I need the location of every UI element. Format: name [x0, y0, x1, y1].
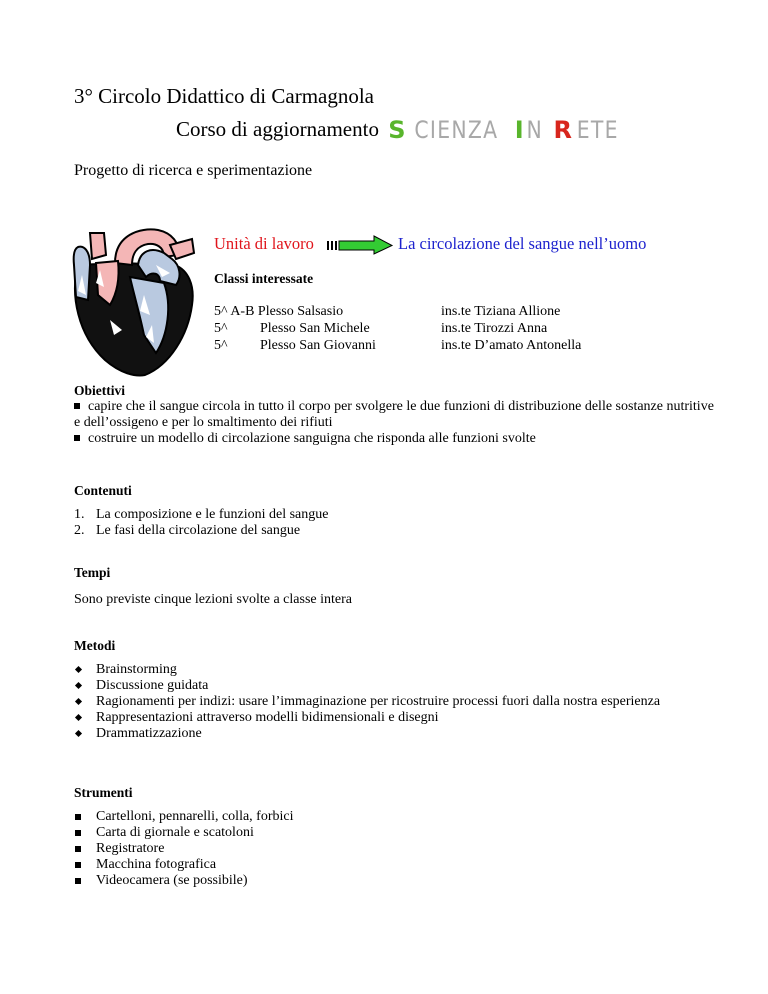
contenuti-heading: Contenuti: [74, 483, 132, 498]
strumenti-heading: Strumenti: [74, 785, 133, 800]
logo-word-cienza: CIENZA: [413, 116, 498, 144]
item-text: Discussione guidata: [96, 678, 209, 693]
teachers-list: [441, 303, 581, 354]
contenuto-item: [74, 523, 328, 539]
obiettivi-heading: Obiettivi: [74, 383, 125, 398]
logo-word-ete: ETE: [576, 116, 619, 144]
obiettivi-section: [74, 383, 714, 447]
class-code: 5^: [214, 321, 228, 336]
metodo-item: [74, 694, 714, 710]
class-code: 5^: [214, 304, 228, 319]
logo-letter-i: I: [514, 116, 525, 144]
item-text: La composizione e le funzioni del sangue: [96, 507, 329, 522]
green-arrow-icon: [326, 235, 394, 255]
strumento-item: [74, 857, 293, 873]
item-number: 1.: [74, 507, 85, 522]
square-bullet-icon: [75, 878, 81, 884]
metodi-list: [74, 662, 714, 742]
obiettivo-text: capire che il sangue circola in tutto il corpo per svolgere le due funzioni di distribuzione delle sostanze nutritive e dell’ossigeno e per lo smaltimento dei rifiuti: [74, 399, 714, 430]
strumento-item: [74, 825, 293, 841]
subtitle-text: Corso di aggiornamento: [176, 117, 379, 141]
strumento-item: [74, 873, 293, 889]
diamond-bullet-icon: [75, 682, 82, 689]
metodo-item: [74, 678, 714, 694]
square-bullet-icon: [74, 403, 80, 409]
scienza-in-rete-logo: [388, 116, 622, 144]
class-code: 5^: [214, 338, 228, 353]
class-plesso: Plesso San Giovanni: [260, 338, 376, 353]
item-text: Cartelloni, pennarelli, colla, forbici: [96, 809, 294, 824]
classes-list: [214, 303, 376, 354]
square-bullet-icon: [75, 830, 81, 836]
diamond-bullet-icon: [75, 714, 82, 721]
diamond-bullet-icon: [75, 666, 82, 673]
logo-letter-n: N: [526, 116, 543, 144]
metodo-item: [74, 710, 714, 726]
item-number: 2.: [74, 523, 85, 538]
metodi-heading: Metodi: [74, 638, 116, 653]
item-text: Macchina fotografica: [96, 857, 217, 872]
item-text: Registratore: [96, 841, 165, 856]
square-bullet-icon: [75, 862, 81, 868]
obiettivo-text: costruire un modello di circolazione sanguigna che risponda alle funzioni svolte: [88, 431, 536, 446]
contenuto-item: [74, 507, 328, 523]
teacher-name: ins.te Tiziana Allione: [441, 304, 561, 319]
metodo-item: [74, 662, 714, 678]
classes-heading: Classi interessate: [214, 271, 314, 286]
item-text: Rappresentazioni attraverso modelli bidimensionali e disegni: [96, 710, 439, 725]
class-row: [214, 337, 376, 354]
unit-label: Unità di lavoro: [214, 234, 314, 253]
item-text: Drammatizzazione: [96, 726, 202, 741]
diamond-bullet-icon: [75, 698, 82, 705]
strumento-item: [74, 809, 293, 825]
item-text: Videocamera (se possibile): [96, 873, 248, 888]
item-text: Le fasi della circolazione del sangue: [96, 523, 301, 538]
project-subtitle: Progetto di ricerca e sperimentazione: [74, 162, 313, 179]
tempi-text: Sono previste cinque lezioni svolte a classe intera: [74, 592, 352, 607]
square-bullet-icon: [75, 846, 81, 852]
square-bullet-icon: [74, 435, 80, 441]
strumento-item: [74, 841, 293, 857]
obiettivo-item: [74, 431, 714, 447]
logo-letter-s: S: [388, 116, 407, 144]
diamond-bullet-icon: [75, 730, 82, 737]
class-row: [214, 320, 376, 337]
heart-diagram-icon: [60, 225, 205, 380]
item-text: Ragionamenti per indizi: usare l’immaginazione per ricostruire processi fuori dalla nostra esperienza: [96, 694, 661, 709]
contenuti-list: [74, 507, 328, 539]
tempi-heading: Tempi: [74, 565, 111, 580]
square-bullet-icon: [75, 814, 81, 820]
item-text: Brainstorming: [96, 662, 177, 677]
metodo-item: [74, 726, 714, 742]
document-title: 3° Circolo Didattico di Carmagnola: [74, 84, 374, 108]
teacher-name: ins.te D’amato Antonella: [441, 338, 582, 353]
strumenti-list: [74, 809, 293, 889]
teacher-name: ins.te Tirozzi Anna: [441, 321, 548, 336]
item-text: Carta di giornale e scatoloni: [96, 825, 254, 840]
class-row: [214, 303, 376, 320]
class-plesso: A-B Plesso Salsasio: [230, 304, 344, 319]
document-subtitle: [176, 116, 622, 144]
unit-title: La circolazione del sangue nell’uomo: [398, 234, 647, 253]
class-plesso: Plesso San Michele: [260, 321, 370, 336]
logo-letter-r: R: [553, 116, 573, 144]
obiettivo-item: [74, 399, 714, 431]
